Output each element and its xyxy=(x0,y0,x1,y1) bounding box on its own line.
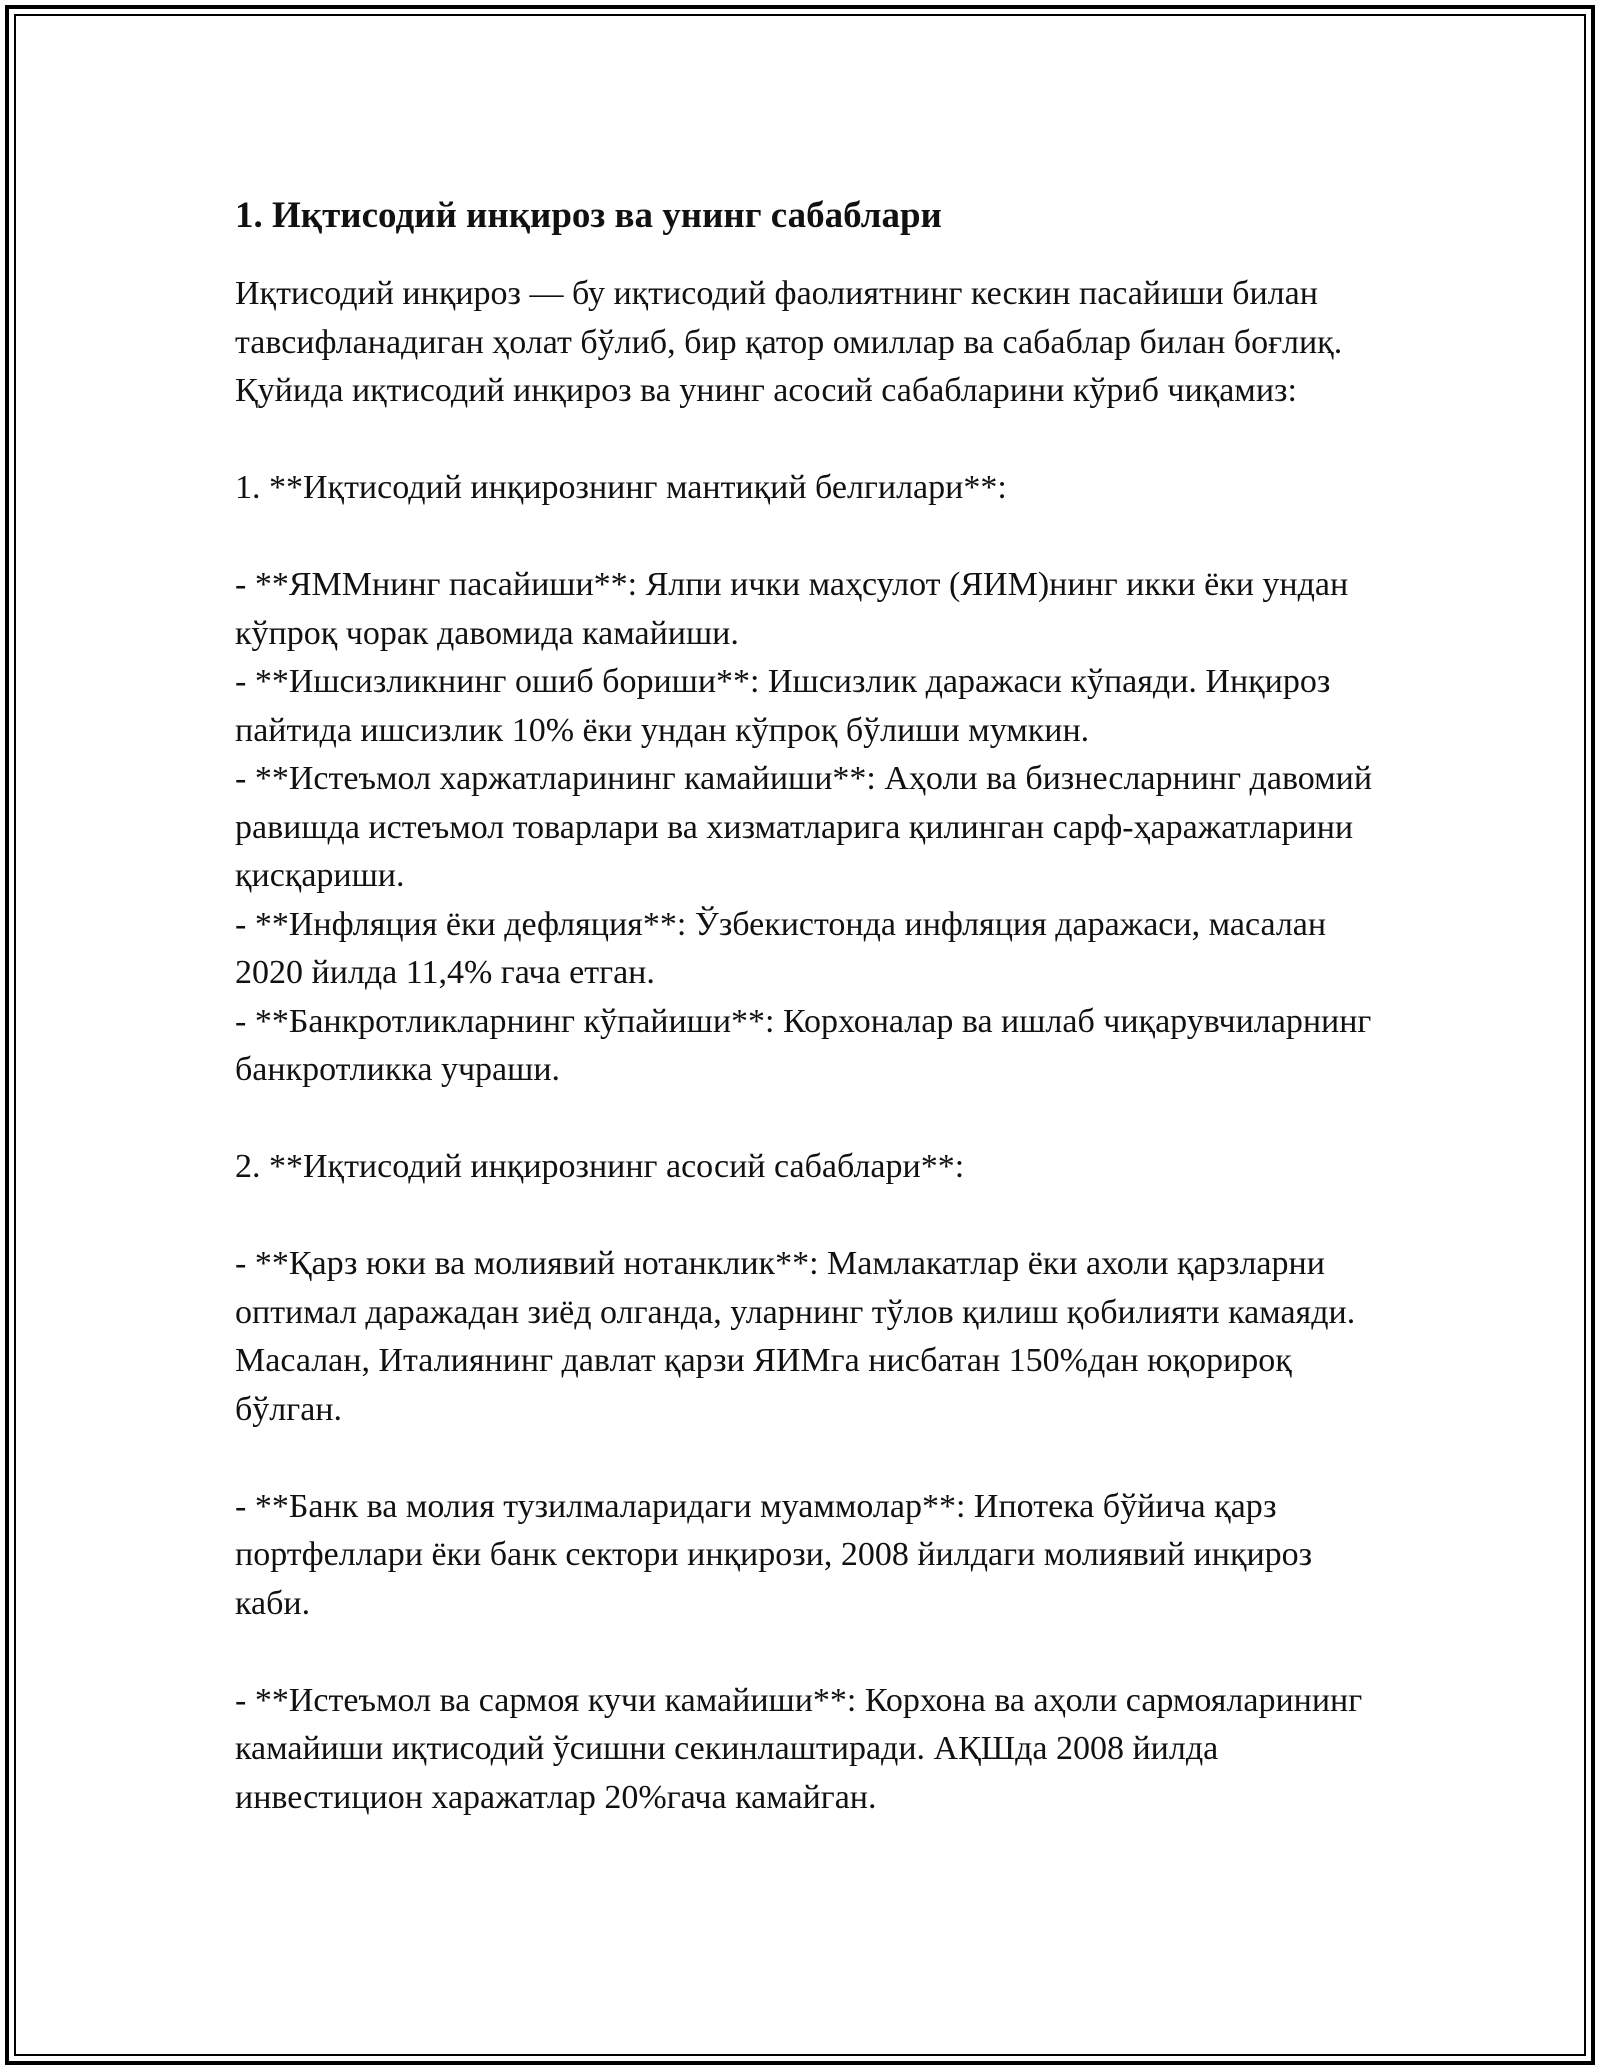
blank-line xyxy=(235,513,1385,562)
blank-line xyxy=(235,1628,1385,1677)
section-1-item-gdp: - **ЯММнинг пасайиши**: Ялпи ички маҳсулот (ЯИМ)нинг икки ёки ундан кўпроқ чорак давомида камайиши. xyxy=(235,566,1349,652)
section-1-item-bankruptcy: - **Банкротликларнинг кўпайиши**: Корхоналар ва ишлаб чиқарувчиларнинг банкротликка учраши. xyxy=(235,1002,1372,1088)
document-title: 1. Иқтисодий инқироз ва унинг сабаблари xyxy=(235,195,942,236)
section-2-item-banking: - **Банк ва молия тузилмаларидаги муаммолар**: Ипотека бўйича қарз портфеллари ёки банк сектори инқирози, 2008 йилдаги молиявий инқироз каби. xyxy=(235,1487,1313,1622)
section-1-item-inflation: - **Инфляция ёки дефляция**: Ўзбекистонда инфляция даражаси, масалан 2020 йилда 11,4% гача етган. xyxy=(235,905,1327,991)
section-2-item-debt: - **Қарз юки ва молиявий нотанклик**: Мамлакатлар ёки ахоли қарзларни оптимал даражадан зиёд олганда, уларнинг тўлов қилиш қобилияти камаяди. Масалан, Италиянинг давлат қарзи ЯИМга нисбатан 150%дан юқорироқ бўлган. xyxy=(235,1245,1356,1428)
blank-line xyxy=(235,1192,1385,1241)
blank-line xyxy=(235,1434,1385,1483)
section-1-heading: 1. **Иқтисодий инқирознинг мантиқий белгилари**: xyxy=(235,469,1007,506)
document-body xyxy=(235,188,1385,1822)
blank-line xyxy=(235,416,1385,465)
section-2-item-investment: - **Истеъмол ва сармоя кучи камайиши**: Корхона ва аҳоли сармояларининг камайиши иқтисодий ўсишни секинлаштиради. АҚШда 2008 йилда инвестицион харажатлар 20%гача камайган. xyxy=(235,1681,1363,1816)
intro-paragraph: Иқтисодий инқироз — бу иқтисодий фаолиятнинг кескин пасайиши билан тавсифланадиган ҳолат бўлиб, бир қатор омиллар ва сабаблар билан боғлиқ. Қуйида иқтисодий инқироз ва унинг асосий сабабларини кўриб чиқамиз: xyxy=(235,275,1343,409)
section-1-item-unemployment: - **Ишсизликнинг ошиб бориши**: Ишсизлик даражаси кўпаяди. Инқироз пайтида ишсизлик 10% ёки ундан кўпроқ бўлиши мумкин. xyxy=(235,663,1331,749)
section-2-heading: 2. **Иқтисодий инқирознинг асосий сабаблари**: xyxy=(235,1148,965,1185)
blank-line xyxy=(235,1095,1385,1144)
section-1-item-consumption: - **Истеъмол харжатларининг камайиши**: Аҳоли ва бизнесларнинг давомий равишда истеъмол товарлари ва хизматларига қилинган сарф-ҳаражатларини қисқариши. xyxy=(235,760,1373,894)
